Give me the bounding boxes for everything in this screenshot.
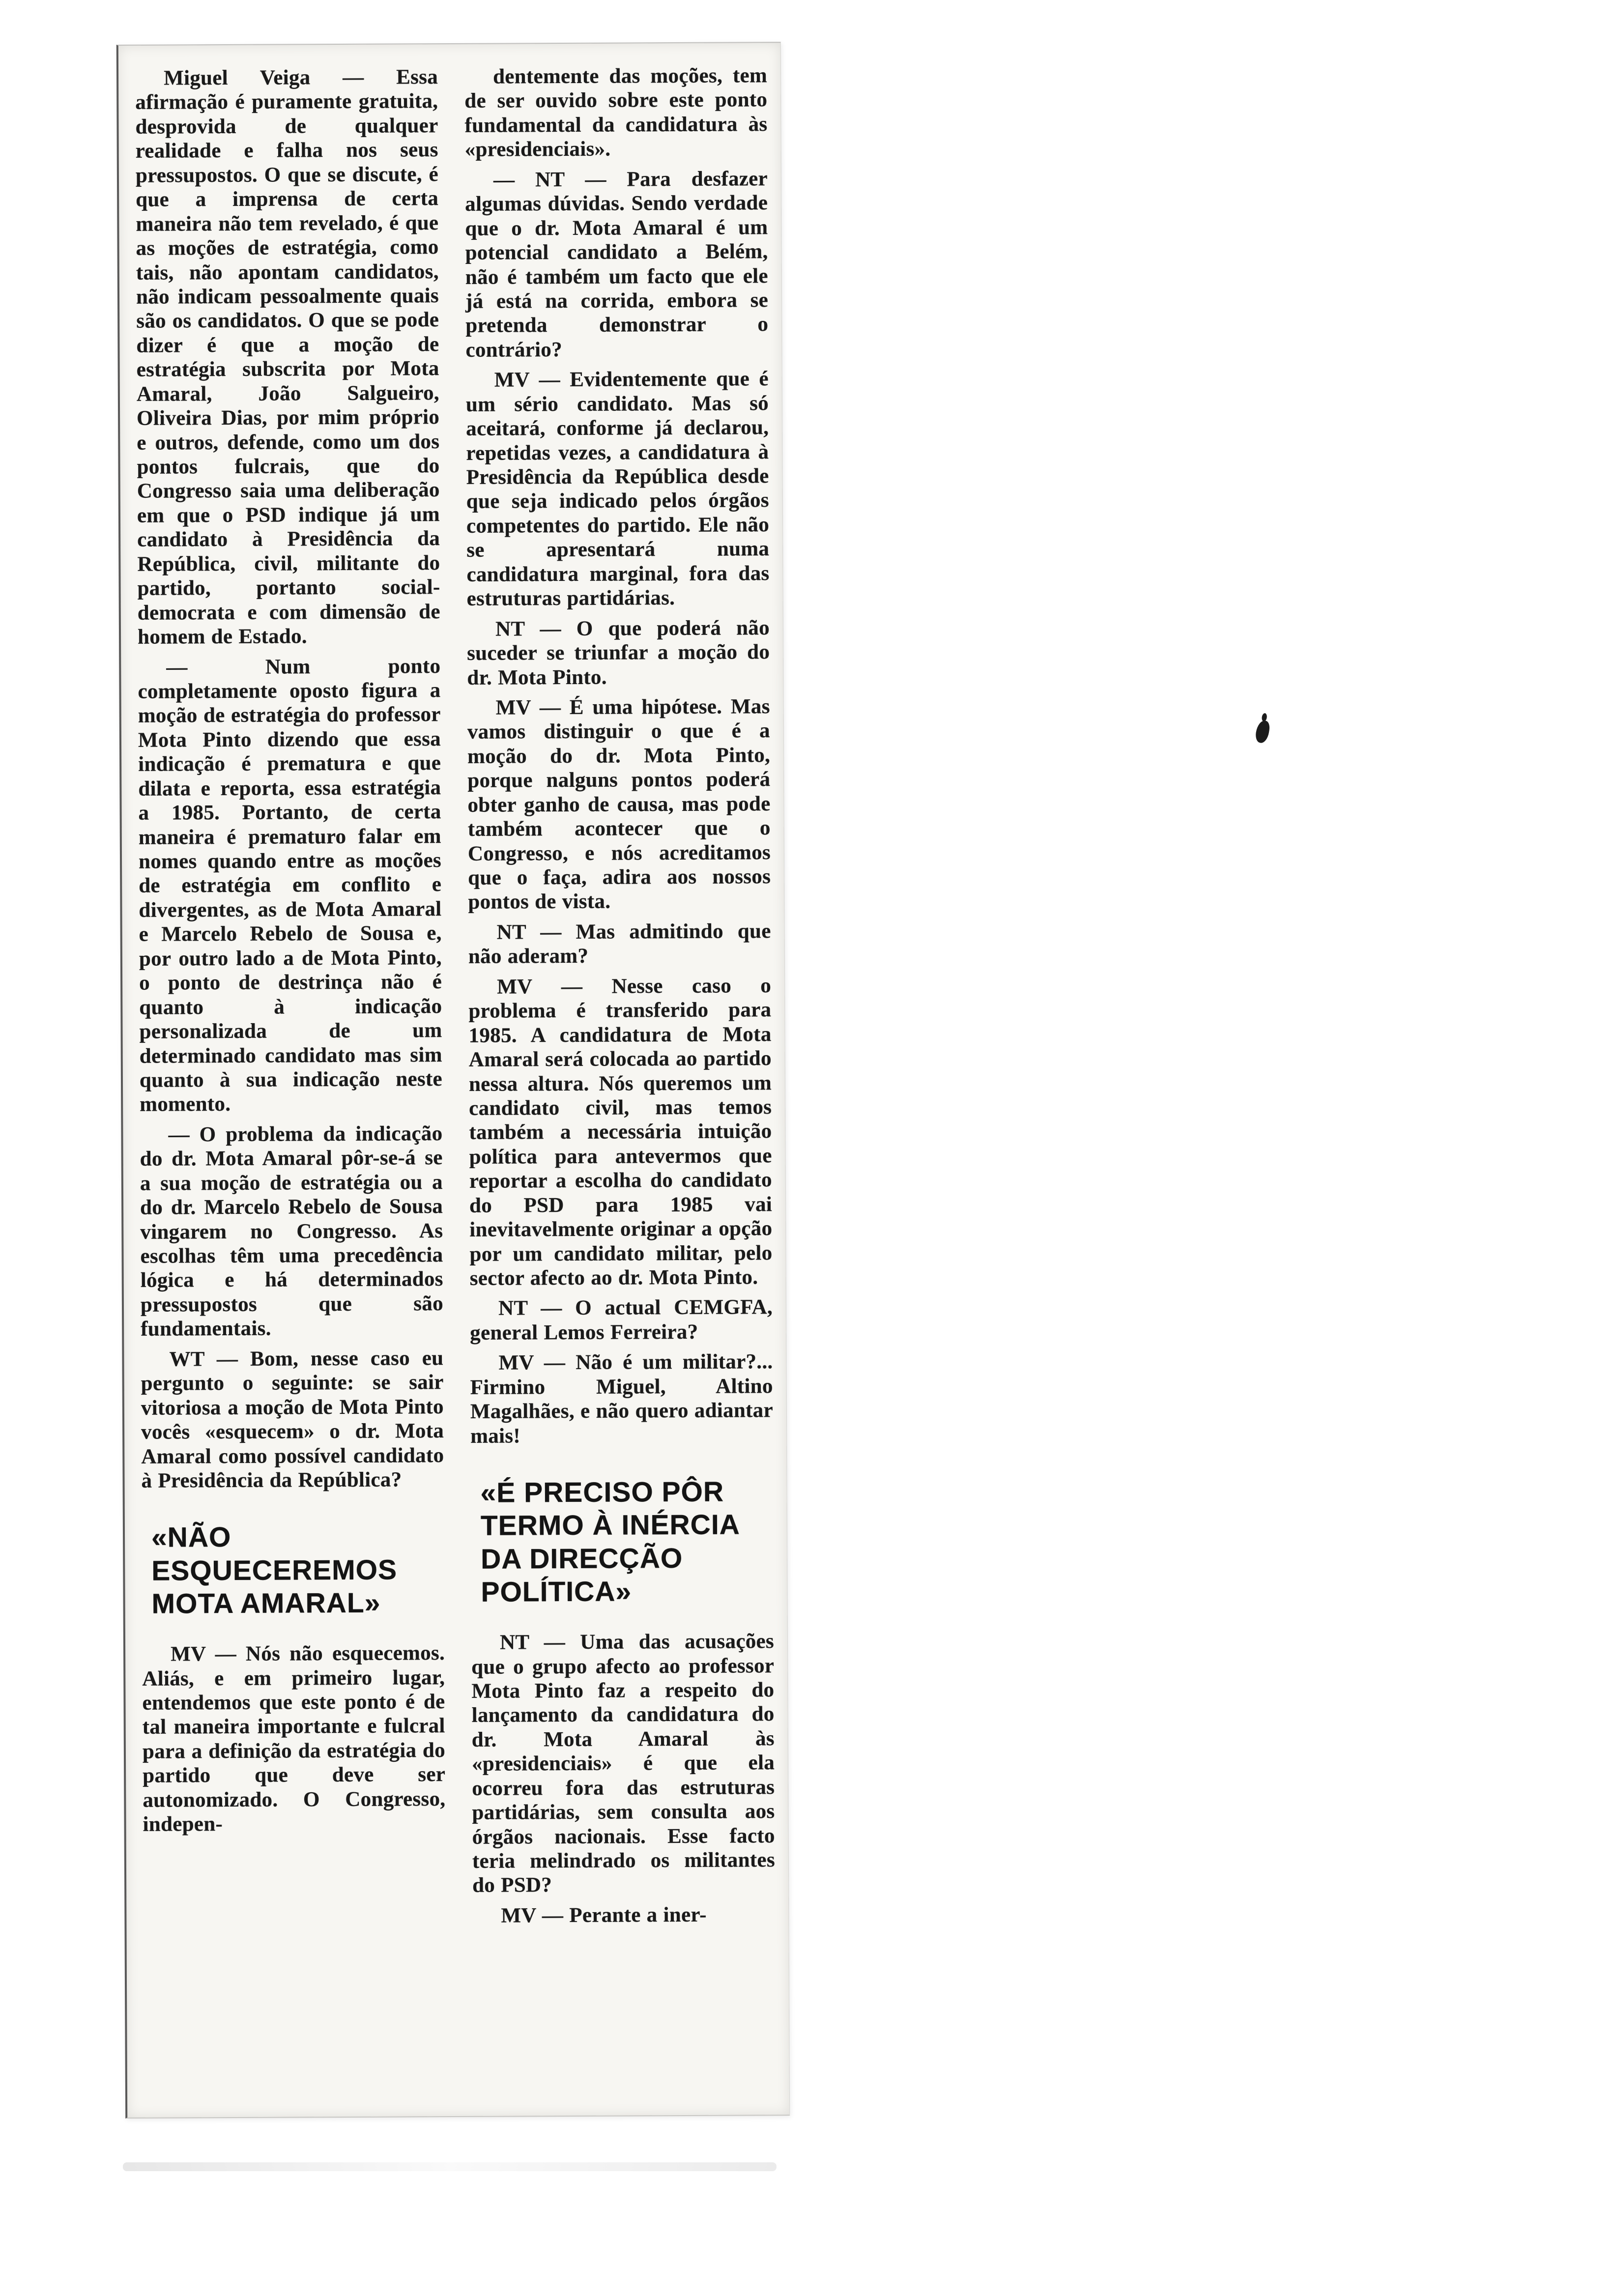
article-columns xyxy=(135,63,776,1935)
article-paragraph: NT — O actual CEMGFA, general Lemos Ferreira? xyxy=(470,1295,773,1345)
article-paragraph: dentemente das moções, tem de ser ouvido sobre este ponto fundamental da candidatura às «presidenciais». xyxy=(464,64,768,162)
article-paragraph: MV — É uma hipótese. Mas vamos distinguir o que é a moção do dr. Mota Pinto, porque nalguns pontos poderá obter ganho de causa, mas pode também acontecer que o Congresso, e nós acreditamos que o faça, adira aos nossos pontos de vista. xyxy=(467,695,771,914)
article-paragraph: NT — O que poderá não suceder se triunfar a moção do dr. Mota Pinto. xyxy=(467,616,770,689)
article-paragraph: MV — Perante a iner- xyxy=(501,1903,707,1927)
article-paragraph: — Num ponto completamente oposto figura a moção de estratégia do professor Mota Pinto dizendo que essa indicação é prematura e que dilata e reporta, essa estratégia a 1985. Portanto, de certa maneira é prematuro falar em nomes quando entre as moções de estratégia em conflito e divergentes, as de Mota Amaral e Marcelo Rebelo de Sousa e, por outro lado a de Mota Pinto, o ponto de destrinça não é quanto à indicação personalizada de um determinado candidato mas sim quanto à sua indicação neste momento. xyxy=(138,654,443,1117)
section-heading: «É PRECISO PÔR TERMO À INÉRCIA DA DIRECÇÃO POLÍTICA» xyxy=(480,1476,739,1608)
article-paragraph: NT — Uma das acusações que o grupo afecto ao professor Mota Pinto faz a respeito do lançamento da candidatura do dr. Mota Amaral às «presidenciais» é que ela ocorreu fora das estruturas partidárias, sem consulta aos órgãos nacionais. Esse facto teria melindrado os militantes do PSD? xyxy=(471,1630,776,1897)
article-paragraph: — NT — Para desfazer algumas dúvidas. Sendo verdade que o dr. Mota Amaral é um potencial candidato a Belém, não é também um facto que ele já está na corrida, embora se pretenda demonstrar o contrário? xyxy=(465,167,769,362)
article-paragraph: NT — Mas admitindo que não aderam? xyxy=(468,919,771,969)
newspaper-clipping xyxy=(116,42,790,2119)
ink-speck xyxy=(1255,719,1271,744)
section-heading: «NÃO ESQUECEREMOS MOTA AMARAL» xyxy=(151,1521,398,1620)
article-paragraph: MV — Evidentemente que é um sério candidato. Mas só aceitará, conforme já declarou, repetidas vezes, a candidatura à Presidência da República desde que seja indicado pelos órgãos competentes do partido. Ele não se apresentará numa candidatura marginal, fora das estruturas partidárias. xyxy=(465,367,770,611)
article-paragraph: Miguel Veiga — Essa afirmação é puramente gratuita, desprovida de qualquer realidade e falha nos seus pressupostos. O que se discute, é que a imprensa de certa maneira não tem revelado, é que as moções de estratégia, como tais, não apontam candidatos, não indicam pessoalmente quais são os candidatos. O que se pode dizer é que a moção de estratégia subscrita por Mota Amaral, João Salgueiro, Oliveira Dias, por mim próprio e outros, defende, como um dos pontos fulcrais, que do Congresso saia uma deliberação em que o PSD indique já um candidato à Presidência da República, civil, militante do partido, portanto social-democrata e com dimensão de homem de Estado. xyxy=(135,65,440,649)
article-column-left xyxy=(135,65,446,1935)
article-paragraph: WT — Bom, nesse caso eu pergunto o seguinte: se sair vitoriosa a moção de Mota Pinto vocês «esquecem» o dr. Mota Amaral como possível candidato à Presidência da República? xyxy=(141,1346,444,1492)
scan-smudge xyxy=(123,2162,777,2171)
article-column-right xyxy=(464,63,776,1934)
article-paragraph: MV — Nesse caso o problema é transferido para 1985. A candidatura de Mota Amaral será colocada ao partido nessa altura. Nós queremos um candidato civil, mas temos também a necessária intuição política para antevermos que reportar a escolha do candidato do PSD para 1985 vai inevitavelmente originar a opção por um candidato militar, pelo sector afecto ao dr. Mota Pinto. xyxy=(468,974,773,1290)
article-paragraph: MV — Não é um militar?... Firmino Miguel, Altino Magalhães, e não quero adiantar mais! xyxy=(470,1350,774,1448)
article-paragraph: — O problema da indicação do dr. Mota Amaral pôr-se-á se a sua moção de estratégia ou a do dr. Marcelo Rebelo de Sousa vingarem no Congresso. As escolhas têm uma precedência lógica e há determinados pressupostos que são fundamentais. xyxy=(140,1121,444,1341)
article-paragraph: MV — Nós não esquecemos. Aliás, e em primeiro lugar, entendemos que este ponto é de tal maneira importante e fulcral para a definição da estratégia do partido que deve ser autonomizado. O Congresso, indepen- xyxy=(142,1641,446,1836)
